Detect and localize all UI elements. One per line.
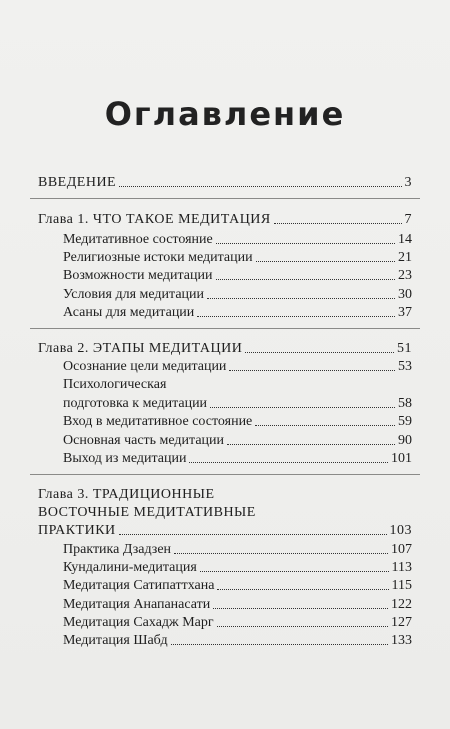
toc-chapter-3-line-2: ВОСТОЧНЫЕ МЕДИТАТИВНЫЕ [38,505,256,520]
toc-entry-introduction[interactable]: ВВЕДЕНИЕ 3 [38,175,412,190]
toc-entry[interactable]: Выход из медитации 101 [63,451,412,466]
toc-entry[interactable]: Практика Дзадзен 107 [63,542,412,557]
toc-entry[interactable]: Медитация Сахадж Марг 127 [63,615,412,630]
toc-entry[interactable]: Условия для медитации 30 [63,287,412,302]
toc-entry[interactable]: Возможности медитации 23 [63,268,412,283]
toc-entry[interactable]: подготовка к медитации 58 [63,396,412,411]
toc-entry[interactable]: Медитативное состояние 14 [63,232,412,247]
section-divider [30,474,420,475]
toc-entry[interactable]: Медитация Анапанасати 122 [63,597,412,612]
toc-entry-line: Психологическая [63,377,167,392]
toc-chapter-3[interactable]: ПРАКТИКИ 103 [38,523,412,538]
toc-entry[interactable]: Медитация Шабд 133 [63,633,412,648]
toc-entry[interactable]: Вход в медитативное состояние 59 [63,414,412,429]
toc-chapter-1[interactable]: Глава 1. ЧТО ТАКОЕ МЕДИТАЦИЯ 7 [38,212,412,227]
toc-entry[interactable]: Кундалини-медитация 113 [63,560,412,575]
section-divider [30,328,420,329]
toc-entry[interactable]: Осознание цели медитации 53 [63,359,412,374]
toc-chapter-3-line-1: Глава 3. ТРАДИЦИОННЫЕ [38,487,215,502]
toc-entry[interactable]: Медитация Сатипаттхана 115 [63,578,412,593]
toc-entry[interactable]: Религиозные истоки медитации 21 [63,250,412,265]
toc-entry[interactable]: Основная часть медитации 90 [63,433,412,448]
section-divider [30,198,420,199]
toc-chapter-2[interactable]: Глава 2. ЭТАПЫ МЕДИТАЦИИ 51 [38,341,412,356]
page-title: Оглавление [104,95,346,133]
toc-entry[interactable]: Асаны для медитации 37 [63,305,412,320]
